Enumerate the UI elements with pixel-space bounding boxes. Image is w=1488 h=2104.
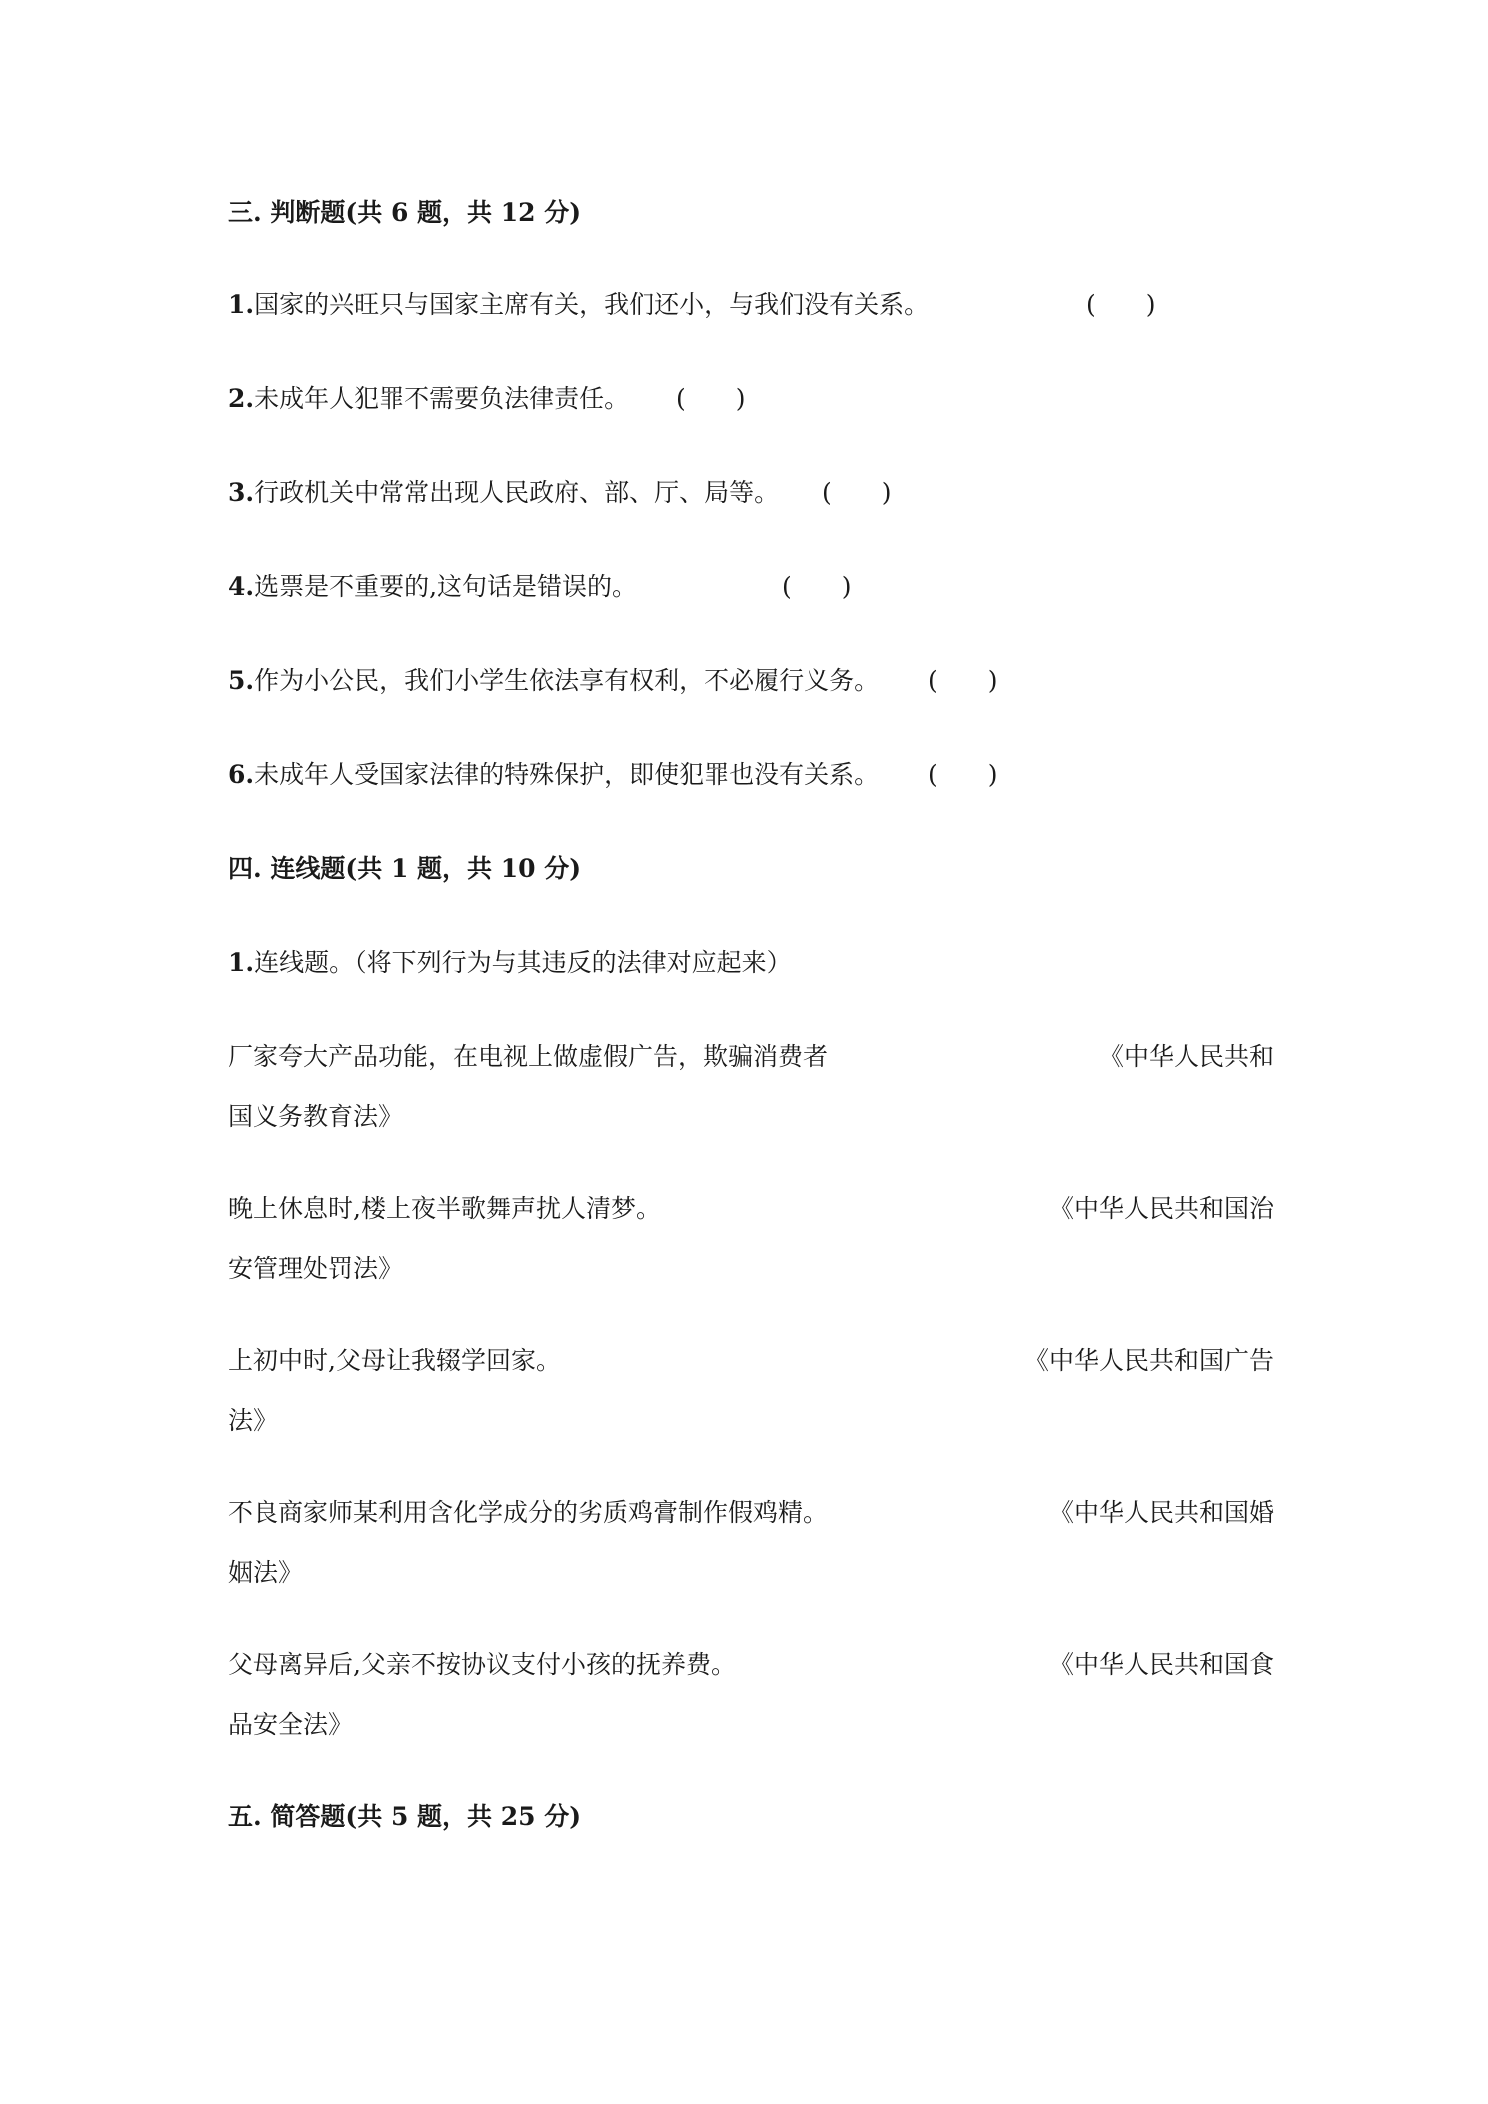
question-3-1 [228, 288, 929, 322]
answer-paren: ( ) [782, 572, 852, 601]
matching-behavior-3: 上初中时,父母让我辍学回家。 [228, 1346, 561, 1375]
question-number: 2. [228, 384, 255, 413]
matching-law-3-continued: 法》 [228, 1406, 279, 1435]
answer-paren: ( ) [928, 666, 998, 695]
section-3-heading: 三. 判断题(共 6 题，共 12 分) [228, 198, 582, 227]
matching-law-4-continued: 姻法》 [228, 1558, 304, 1587]
question-number: 4. [228, 572, 255, 601]
matching-law-2-continued: 安管理处罚法》 [228, 1254, 404, 1283]
answer-paren: ( ) [1086, 290, 1156, 319]
answer-paren: ( ) [822, 478, 892, 507]
question-number: 1. [228, 948, 255, 977]
matching-behavior-5: 父母离异后,父亲不按协议支付小孩的抚养费。 [228, 1650, 736, 1679]
question-text: 选票是不重要的,这句话是错误的。 [254, 572, 638, 601]
question-3-6 [228, 758, 879, 792]
matching-law-3: 《中华人民共和国广告 [1023, 1346, 1274, 1375]
question-3-5 [228, 664, 879, 698]
matching-behavior-1: 厂家夸大产品功能，在电视上做虚假广告，欺骗消费者 [228, 1042, 829, 1071]
answer-paren: ( ) [676, 384, 746, 413]
question-number: 5. [228, 666, 255, 695]
matching-law-1-continued: 国义务教育法》 [228, 1102, 404, 1131]
matching-law-5-continued: 品安全法》 [228, 1710, 354, 1739]
question-text: 未成年人犯罪不需要负法律责任。 [254, 384, 630, 413]
matching-law-5: 《中华人民共和国食 [1048, 1650, 1274, 1679]
answer-paren: ( ) [928, 760, 998, 789]
question-text: 行政机关中常常出现人民政府、部、厅、局等。 [254, 478, 780, 507]
question-3-2 [228, 382, 629, 416]
section-4-heading: 四. 连线题(共 1 题，共 10 分) [228, 854, 582, 883]
question-text: 连线题。（将下列行为与其违反的法律对应起来） [254, 948, 792, 977]
question-3-3 [228, 476, 779, 510]
matching-law-4: 《中华人民共和国婚 [1048, 1498, 1274, 1527]
question-3-4 [228, 570, 637, 604]
question-text: 未成年人受国家法律的特殊保护，即使犯罪也没有关系。 [254, 760, 880, 789]
question-number: 1. [228, 290, 255, 319]
matching-behavior-4: 不良商家师某利用含化学成分的劣质鸡膏制作假鸡精。 [228, 1498, 829, 1527]
matching-behavior-2: 晚上休息时,楼上夜半歌舞声扰人清梦。 [228, 1194, 661, 1223]
section-5-heading: 五. 简答题(共 5 题，共 25 分) [228, 1802, 582, 1831]
question-number: 6. [228, 760, 255, 789]
question-number: 3. [228, 478, 255, 507]
question-text: 国家的兴旺只与国家主席有关，我们还小，与我们没有关系。 [254, 290, 930, 319]
matching-law-2: 《中华人民共和国治 [1048, 1194, 1274, 1223]
matching-law-1: 《中华人民共和 [1098, 1042, 1274, 1071]
question-4-1 [228, 946, 792, 980]
question-text: 作为小公民，我们小学生依法享有权利，不必履行义务。 [254, 666, 880, 695]
